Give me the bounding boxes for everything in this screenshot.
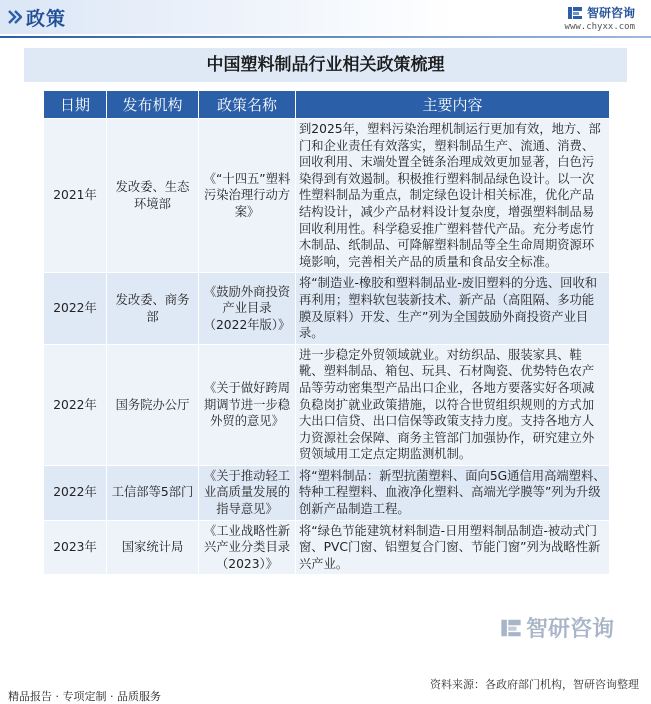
row-date: 2021年 <box>44 119 107 273</box>
row-policy-name: 《关于推动轻工业高质量发展的指导意见》 <box>199 465 296 520</box>
row-content: 到2025年，塑料污染治理机制运行更加有效，地方、部门和企业责任有效落实，塑料制品生产、流通、消费、回收利用、末端处置全链条治理成效更加显著，白色污染得到有效遏制。积极推行塑料制品绿色设计。以一次性塑料制品为重点，制定绿色设计相关标准，优化产品结构设计，减少产品材料设计复杂度，增强塑料制品易回收利用性。科学稳妥推广塑料替代产品。充分考虑竹木制品、纸制品、可降解塑料制品等全生命周期资源环境影响，完善相关产品的质量和食品安全标准。 <box>296 119 610 273</box>
table-row <box>44 520 610 575</box>
header-org: 发布机构 <box>107 91 199 119</box>
row-content: 将“制造业-橡胶和塑料制品业-废旧塑料的分选、回收和再利用；塑料软包装新技术、新产品（高阻隔、多功能膜及原料）开发、生产”列为全国鼓励外商投资产业目录。 <box>296 273 610 344</box>
header-divider <box>0 36 651 38</box>
brand-logo-icon <box>567 5 583 21</box>
header-band <box>0 0 651 34</box>
row-date: 2022年 <box>44 465 107 520</box>
row-date: 2022年 <box>44 344 107 465</box>
row-org: 国家统计局 <box>107 520 199 575</box>
row-org: 发改委、商务部 <box>107 273 199 344</box>
row-content: 将“绿色节能建筑材料制造-日用塑料制品制造-被动式门窗、PVC门窗、铝塑复合门窗、节能门窗”列为战略性新兴产业。 <box>296 520 610 575</box>
row-org: 工信部等5部门 <box>107 465 199 520</box>
table-row <box>44 344 610 465</box>
double-chevron-icon <box>8 10 22 24</box>
row-policy-name: 《“十四五”塑料污染治理行动方案》 <box>199 119 296 273</box>
brand <box>565 4 635 32</box>
table-row <box>44 465 610 520</box>
table-header-row <box>44 91 610 119</box>
header-content: 主要内容 <box>296 91 610 119</box>
row-policy-name: 《工业战略性新兴产业分类目录（2023）》 <box>199 520 296 575</box>
table-row <box>44 273 610 344</box>
watermark-logo-icon <box>500 617 522 639</box>
footer-slogan: 精品报告 · 专项定制 · 品质服务 <box>8 690 161 703</box>
section-title <box>8 4 66 30</box>
source-note: 资料来源：各政府部门机构，智研咨询整理 <box>430 678 639 691</box>
row-date: 2023年 <box>44 520 107 575</box>
row-org: 发改委、生态环境部 <box>107 119 199 273</box>
header-bar <box>0 0 651 34</box>
table-title: 中国塑料制品行业相关政策梳理 <box>24 48 627 82</box>
watermark <box>500 612 614 643</box>
row-content: 进一步稳定外贸领域就业。对纺织品、服装家具、鞋靴、塑料制品、箱包、玩具、石材陶瓷、优势特色农产品等劳动密集型产品出口企业，各地方要落实好各项减负稳岗扩就业政策措施，以符合世贸组织规则的方式加大出口信贷、出口信保等政策支持力度。支持各地方人力资源社会保障、商务主管部门加强协作，研究建立外贸领域用工定点定期监测机制。 <box>296 344 610 465</box>
row-content: 将“塑料制品：新型抗菌塑料、面向5G通信用高端塑料、特种工程塑料、血液净化塑料、高端光学膜等”列为升级创新产品制造工程。 <box>296 465 610 520</box>
policy-table <box>43 90 610 575</box>
row-date: 2022年 <box>44 273 107 344</box>
section-title-text: 政策 <box>26 7 67 30</box>
brand-url: www.chyxx.com <box>564 22 635 32</box>
row-org: 国务院办公厅 <box>107 344 199 465</box>
header-name: 政策名称 <box>199 91 296 119</box>
row-policy-name: 《关于做好跨周期调节进一步稳外贸的意见》 <box>199 344 296 465</box>
header-date: 日期 <box>44 91 107 119</box>
brand-name: 智研咨询 <box>586 6 635 20</box>
watermark-text: 智研咨询 <box>526 617 615 642</box>
row-policy-name: 《鼓励外商投资产业目录（2022年版）》 <box>199 273 296 344</box>
table-row <box>44 119 610 273</box>
